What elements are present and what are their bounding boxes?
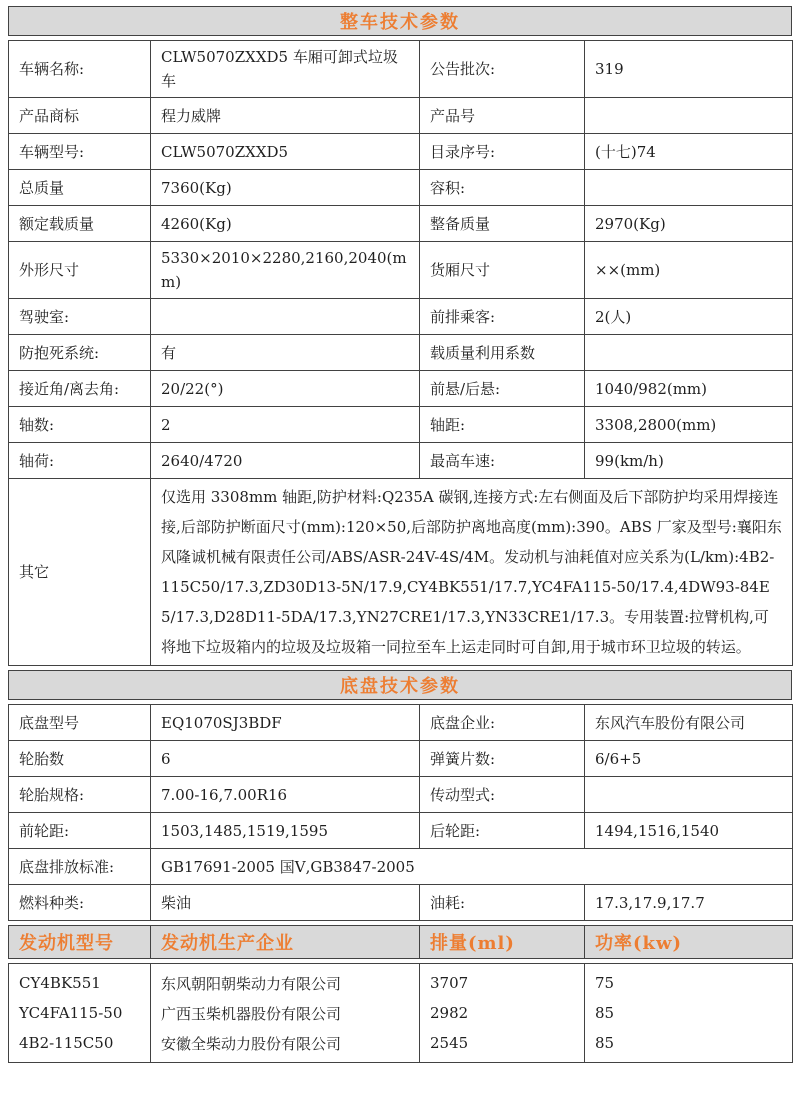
spec-label-cell: 总质量 xyxy=(9,170,151,206)
spec-value-cell: 有 xyxy=(151,335,420,371)
engine-header-cell: 发动机生产企业 xyxy=(151,926,420,959)
spec-value-cell: 2970(Kg) xyxy=(585,206,793,242)
engine-manufacturer-cell: 安徽全柴动力股份有限公司 xyxy=(151,1028,420,1063)
spec-value-cell xyxy=(585,170,793,206)
spec-value-cell: 东风汽车股份有限公司 xyxy=(585,705,793,741)
spec-label-cell: 车辆型号: xyxy=(9,134,151,170)
spec-row xyxy=(9,98,793,134)
spec-value-cell: 1494,1516,1540 xyxy=(585,813,793,849)
section-header-band xyxy=(8,6,792,36)
spec-label-cell: 轴距: xyxy=(420,407,585,443)
spec-value-cell: 20/22(°) xyxy=(151,371,420,407)
engine-model-cell: YC4FA115-50 xyxy=(9,998,151,1028)
spec-value-cell: 2(人) xyxy=(585,299,793,335)
spec-label-cell: 底盘排放标准: xyxy=(9,849,151,885)
spec-label-cell: 车辆名称: xyxy=(9,41,151,98)
spec-value-cell: 柴油 xyxy=(151,885,420,921)
spec-label-cell: 载质量利用系数 xyxy=(420,335,585,371)
engine-displacement-cell: 2982 xyxy=(420,998,585,1028)
spec-label-cell: 弹簧片数: xyxy=(420,741,585,777)
spec-row xyxy=(9,335,793,371)
engine-model-cell: 4B2-115C50 xyxy=(9,1028,151,1063)
spec-label-cell: 前轮距: xyxy=(9,813,151,849)
spec-value-cell: 程力威牌 xyxy=(151,98,420,134)
spec-label-cell: 轮胎数 xyxy=(9,741,151,777)
spec-row xyxy=(9,777,793,813)
spec-row xyxy=(9,206,793,242)
spec-label-cell: 传动型式: xyxy=(420,777,585,813)
spec-label-cell: 燃料种类: xyxy=(9,885,151,921)
engine-displacement-cell: 2545 xyxy=(420,1028,585,1063)
engine-header-table xyxy=(8,925,793,959)
engine-body-table xyxy=(8,963,793,1063)
spec-value-cell: 2 xyxy=(151,407,420,443)
spec-row xyxy=(9,170,793,206)
spec-value-cell xyxy=(585,777,793,813)
engine-row xyxy=(9,964,793,999)
spec-value-cell: 2640/4720 xyxy=(151,443,420,479)
spec-value-cell: ××(mm) xyxy=(585,242,793,299)
spec-row xyxy=(9,41,793,98)
spec-row xyxy=(9,479,793,666)
spec-label-cell: 货厢尺寸 xyxy=(420,242,585,299)
spec-label-cell: 后轮距: xyxy=(420,813,585,849)
spec-label-cell: 前悬/后悬: xyxy=(420,371,585,407)
spec-label-cell: 轮胎规格: xyxy=(9,777,151,813)
spec-value-cell: 6 xyxy=(151,741,420,777)
engine-displacement-cell: 3707 xyxy=(420,964,585,999)
spec-value-cell: 1503,1485,1519,1595 xyxy=(151,813,420,849)
spec-value-cell xyxy=(151,299,420,335)
spec-label-cell: 接近角/离去角: xyxy=(9,371,151,407)
spec-value-cell: 7.00-16,7.00R16 xyxy=(151,777,420,813)
section-title: 底盘技术参数 xyxy=(340,676,460,697)
engine-header-cell: 功率(kw) xyxy=(585,926,793,959)
spec-label-cell: 其它 xyxy=(9,479,151,666)
spec-value-cell: 319 xyxy=(585,41,793,98)
spec-label-cell: 目录序号: xyxy=(420,134,585,170)
engine-power-cell: 85 xyxy=(585,1028,793,1063)
spec-row xyxy=(9,741,793,777)
section-header-band xyxy=(8,670,792,700)
spec-value-cell: 17.3,17.9,17.7 xyxy=(585,885,793,921)
spec-row xyxy=(9,371,793,407)
engine-manufacturer-cell: 东风朝阳朝柴动力有限公司 xyxy=(151,964,420,999)
spec-label-cell: 前排乘客: xyxy=(420,299,585,335)
spec-row xyxy=(9,299,793,335)
spec-value-cell: (十七)74 xyxy=(585,134,793,170)
spec-label-cell: 外形尺寸 xyxy=(9,242,151,299)
spec-value-cell: 5330×2010×2280,2160,2040(mm) xyxy=(151,242,420,299)
spec-label-cell: 轴荷: xyxy=(9,443,151,479)
spec-row xyxy=(9,813,793,849)
spec-label-cell: 公告批次: xyxy=(420,41,585,98)
spec-row xyxy=(9,134,793,170)
engine-header-cell: 排量(ml) xyxy=(420,926,585,959)
spec-value-cell: CLW5070ZXXD5 xyxy=(151,134,420,170)
spec-value-cell: 4260(Kg) xyxy=(151,206,420,242)
engine-row xyxy=(9,998,793,1028)
spec-table xyxy=(8,40,793,666)
engine-power-cell: 75 xyxy=(585,964,793,999)
spec-row xyxy=(9,443,793,479)
spec-value-cell: CLW5070ZXXD5 车厢可卸式垃圾车 xyxy=(151,41,420,98)
spec-value-cell: 6/6+5 xyxy=(585,741,793,777)
spec-value-cell: 3308,2800(mm) xyxy=(585,407,793,443)
spec-value-cell xyxy=(585,335,793,371)
spec-row xyxy=(9,885,793,921)
spec-value-cell: 仅选用 3308mm 轴距,防护材料:Q235A 碳钢,连接方式:左右侧面及后下部防护均采用焊接连接,后部防护断面尺寸(mm):120×50,后部防护离地高度(mm):390。ABS 厂家及型号:襄阳东风隆诚机械有限责任公司/ABS/ASR-24V-4S/4M。发动机与油耗值对应关系为(L/km):4B2-115C50/17.3,ZD30D13-5N/17.9,CY4BK551/17.7,YC4FA115-50/17.4,4DW93-84E5/17.3,D28D11-5DA/17.3,YN27CRE1/17.3,YN33CRE1/17.3。专用装置:拉臂机构,可将地下垃圾箱内的垃圾及垃圾箱一同拉至车上运走同时可自卸,用于城市环卫垃圾的转运。 xyxy=(151,479,793,666)
spec-label-cell: 驾驶室: xyxy=(9,299,151,335)
spec-row xyxy=(9,849,793,885)
spec-label-cell: 产品号 xyxy=(420,98,585,134)
engine-power-cell: 85 xyxy=(585,998,793,1028)
spec-label-cell: 底盘型号 xyxy=(9,705,151,741)
engine-row xyxy=(9,1028,793,1063)
spec-value-cell: GB17691-2005 国Ⅴ,GB3847-2005 xyxy=(151,849,793,885)
spec-value-cell: 1040/982(mm) xyxy=(585,371,793,407)
spec-value-cell: 7360(Kg) xyxy=(151,170,420,206)
section-title: 整车技术参数 xyxy=(340,12,460,33)
engine-manufacturer-cell: 广西玉柴机器股份有限公司 xyxy=(151,998,420,1028)
spec-label-cell: 整备质量 xyxy=(420,206,585,242)
spec-table xyxy=(8,704,793,921)
engine-header-cell: 发动机型号 xyxy=(9,926,151,959)
spec-value-cell xyxy=(585,98,793,134)
engine-header-row xyxy=(9,926,793,959)
spec-label-cell: 防抱死系统: xyxy=(9,335,151,371)
engine-model-cell: CY4BK551 xyxy=(9,964,151,999)
spec-value-cell: EQ1070SJ3BDF xyxy=(151,705,420,741)
spec-label-cell: 油耗: xyxy=(420,885,585,921)
spec-label-cell: 容积: xyxy=(420,170,585,206)
spec-value-cell: 99(km/h) xyxy=(585,443,793,479)
spec-label-cell: 额定载质量 xyxy=(9,206,151,242)
spec-label-cell: 最高车速: xyxy=(420,443,585,479)
spec-label-cell: 轴数: xyxy=(9,407,151,443)
spec-label-cell: 底盘企业: xyxy=(420,705,585,741)
spec-row xyxy=(9,705,793,741)
spec-label-cell: 产品商标 xyxy=(9,98,151,134)
spec-row xyxy=(9,407,793,443)
spec-row xyxy=(9,242,793,299)
